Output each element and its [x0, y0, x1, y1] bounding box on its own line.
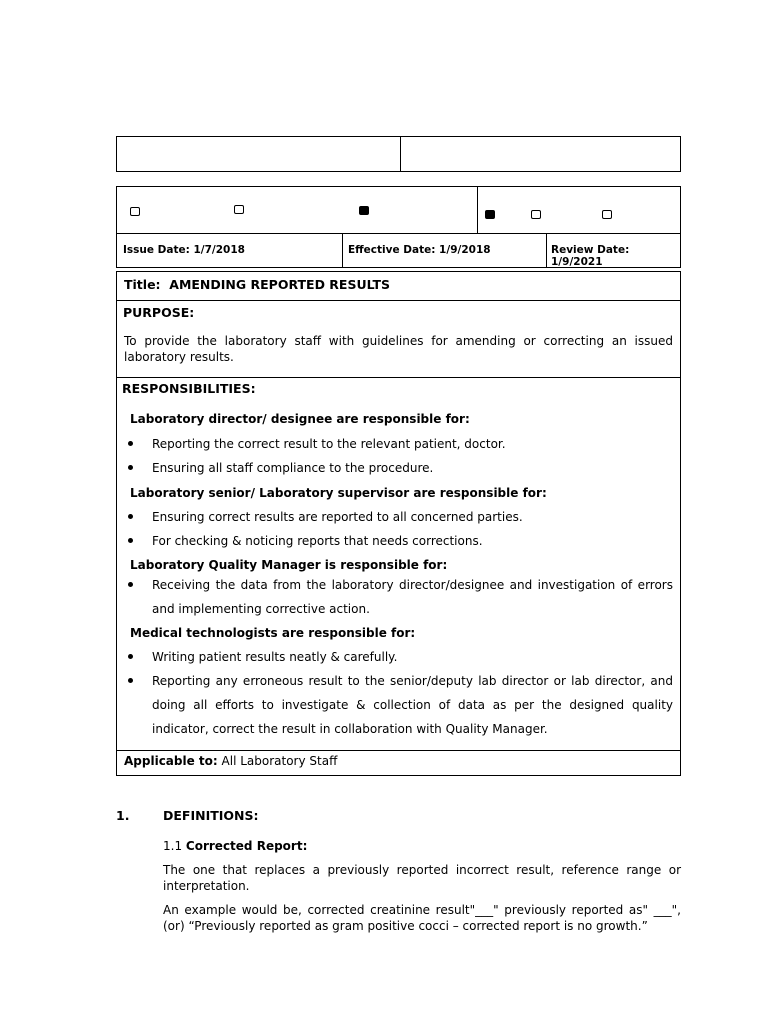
bullet-icon	[128, 538, 133, 543]
list-item: Ensuring all staff compliance to the procedure.	[152, 461, 434, 475]
list-item: For checking & noticing reports that needs corrections.	[152, 534, 483, 548]
group-title-director: Laboratory director/ designee are responsible for:	[130, 412, 470, 426]
list-item: Writing patient results neatly & carefully.	[152, 650, 398, 664]
checkbox-2[interactable]	[234, 205, 244, 214]
checkbox-5[interactable]	[531, 210, 541, 219]
purpose-heading: PURPOSE:	[123, 305, 195, 320]
table-col-divider-top	[477, 187, 478, 233]
subsection-title	[163, 839, 307, 853]
applicable-box	[116, 750, 681, 776]
bullet-icon	[128, 654, 133, 659]
group-title-quality-manager: Laboratory Quality Manager is responsible for:	[130, 558, 448, 572]
applicable-line	[124, 754, 337, 768]
list-item: Reporting any erroneous result to the senior/deputy lab director or lab director, and doing all efforts to investigate & collection of data as per the designed quality indicator, correct the result in collaboration with Quality Manager.	[152, 674, 673, 736]
title-label: Title:	[124, 277, 161, 292]
title-box	[116, 271, 681, 301]
title-line	[124, 277, 390, 292]
header-box	[116, 136, 681, 172]
list-item: Reporting the correct result to the relevant patient, doctor.	[152, 437, 506, 451]
effective-date: Effective Date: 1/9/2018	[348, 244, 491, 256]
header-box-divider	[400, 137, 401, 171]
definition-paragraph-1: The one that replaces a previously reported incorrect result, reference range or interpretation.	[163, 863, 681, 893]
bullet-icon	[128, 465, 133, 470]
page-title: AMENDING REPORTED RESULTS	[169, 277, 391, 292]
group-title-medical-technologists: Medical technologists are responsible for:	[130, 626, 416, 640]
applicable-label: Applicable to:	[124, 754, 218, 768]
subsection-number: 1.1	[163, 839, 183, 853]
review-date: Review Date: 1/9/2021	[551, 244, 630, 268]
issue-date: Issue Date: 1/7/2018	[123, 244, 245, 256]
table-row-divider	[117, 233, 680, 234]
subsection-heading: Corrected Report:	[185, 839, 308, 853]
responsibilities-heading: RESPONSIBILITIES:	[122, 381, 256, 396]
bullet-icon	[128, 582, 133, 587]
checkbox-3-checked[interactable]	[359, 206, 369, 215]
applicable-value: All Laboratory Staff	[221, 754, 338, 768]
checkbox-4-checked[interactable]	[485, 210, 495, 219]
list-item: Ensuring correct results are reported to all concerned parties.	[152, 510, 523, 524]
bullet-icon	[128, 678, 133, 683]
section-heading: DEFINITIONS:	[163, 808, 259, 823]
document-control-table	[116, 186, 681, 268]
bullet-icon	[128, 441, 133, 446]
table-col-divider-2	[546, 233, 547, 267]
purpose-body: To provide the laboratory staff with guidelines for amending or correcting an issued laboratory results.	[124, 334, 673, 364]
list-item: Receiving the data from the laboratory director/designee and investigation of errors and implementing corrective action.	[152, 578, 673, 616]
purpose-box	[116, 300, 681, 378]
definition-paragraph-2: An example would be, corrected creatinine result"___" previously reported as" ___", (or) “Previously reported as gram positive cocci – corrected report is no growth.”	[163, 903, 681, 933]
checkbox-6[interactable]	[602, 210, 612, 219]
group-title-senior: Laboratory senior/ Laboratory supervisor are responsible for:	[130, 486, 547, 500]
checkbox-1[interactable]	[130, 207, 140, 216]
section-number: 1.	[116, 808, 130, 823]
table-col-divider-1	[342, 233, 343, 267]
bullet-icon	[128, 514, 133, 519]
